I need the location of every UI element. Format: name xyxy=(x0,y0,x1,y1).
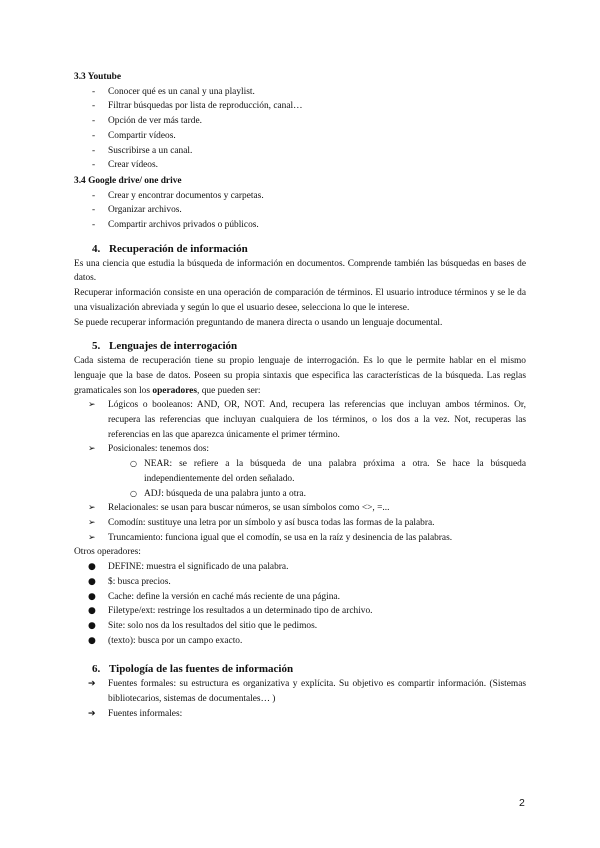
drive-list xyxy=(74,189,526,233)
document-page xyxy=(74,69,526,721)
section-title: Tipología de las fuentes de información xyxy=(109,663,294,676)
list-item: ● $: busca precios. xyxy=(74,575,526,590)
list-item: ● Site: solo nos da los resultados del sitio que le pedimos. xyxy=(74,619,526,634)
positional-list xyxy=(74,457,526,501)
bullet-icon: ● xyxy=(88,635,96,646)
list-item: ➢ Relacionales: se usan para buscar números, se usan símbolos como <>, =... xyxy=(74,501,526,516)
bold-term: operadores xyxy=(152,385,197,396)
list-item: ➢ Lógicos o booleanos: AND, OR, NOT. And, recupera las referencias que incluyan ambos términos. Or, recupera las referencias que incluyan cualquiera de los términos, o los dos a la vez. Not, recuperas las referencias en las que aparezca únicamente el primer término. xyxy=(88,400,526,440)
section-4-heading xyxy=(74,242,526,257)
other-operators-list xyxy=(74,560,526,648)
section-6-heading xyxy=(74,662,526,677)
list-item: ➢ Truncamiento: funciona igual que el comodín, se usa en la raíz y desinencia de las palabras. xyxy=(74,531,526,546)
arrow-bullet-icon: ➔ xyxy=(88,708,96,719)
list-item: - Compartir vídeos. xyxy=(74,129,526,144)
section-number: 6. xyxy=(92,663,101,676)
page-number: 2 xyxy=(519,797,525,809)
circle-bullet-icon: ○ xyxy=(130,459,137,469)
paragraph: Se puede recuperar información preguntando de manera directa o usando un lenguaje documental. xyxy=(74,317,443,328)
arrow-bullet-icon: ➢ xyxy=(88,400,96,411)
section-title: Lenguajes de interrogación xyxy=(109,340,238,353)
arrow-bullet-icon: ➔ xyxy=(88,679,96,690)
list-item: ○ NEAR: se refiere a la búsqueda de una palabra próxima a otra. Se hace la búsqueda independientemente del orden señalado. xyxy=(130,459,526,484)
bullet-icon: ● xyxy=(88,591,96,602)
youtube-list xyxy=(74,85,526,173)
list-item: ➢ Posicionales: tenemos dos: xyxy=(74,442,526,457)
drive-heading: 3.4 Google drive/ one drive xyxy=(74,175,182,186)
list-item: - Compartir archivos privados o públicos. xyxy=(74,218,526,233)
list-item: - Filtrar búsquedas por lista de reproducción, canal… xyxy=(74,99,526,114)
operator-list xyxy=(74,398,526,457)
sources-list xyxy=(74,677,526,721)
arrow-bullet-icon: ➢ xyxy=(88,532,96,543)
list-item: ➔ Fuentes formales: su estructura es organizativa y explícita. Su objetivo es compartir información. (Sistemas bibliotecarios, sistemas de documentales… ) xyxy=(88,679,526,705)
paragraph: Otros operadores: xyxy=(74,547,141,558)
paragraph: Recuperar información consiste en una operación de comparación de términos. El usuario introduce términos y se le da una visualización abreviada y según lo que el usuario desee, selecciona lo que le interese. xyxy=(74,288,526,313)
list-item: ○ ADJ: búsqueda de una palabra junto a otra. xyxy=(74,487,526,502)
list-item: - Crear y encontrar documentos y carpetas. xyxy=(74,189,526,204)
bullet-icon: ● xyxy=(88,606,96,617)
list-item: ● Cache: define la versión en caché más reciente de una página. xyxy=(74,590,526,605)
paragraph: Es una ciencia que estudia la búsqueda de información en documentos. Comprende también las búsquedas en bases de datos. xyxy=(74,258,526,284)
arrow-bullet-icon: ➢ xyxy=(88,517,96,528)
list-item: ● (texto): busca por un campo exacto. xyxy=(74,634,526,649)
list-item: ● Filetype/ext: restringe los resultados a un determinado tipo de archivo. xyxy=(74,604,526,619)
list-item: - Suscribirse a un canal. xyxy=(74,144,526,159)
paragraph: Cada sistema de recuperación tiene su propio lenguaje de interrogación. Es lo que le permite hablar en el mismo lenguaje que la base de datos. Poseen su propia sintaxis que especifica las características de la búsqueda. Las reglas gramaticales son los operadores, que pueden ser: xyxy=(74,356,526,396)
list-item: - Opción de ver más tarde. xyxy=(74,114,526,129)
bullet-icon: ● xyxy=(88,620,96,631)
section-number: 4. xyxy=(92,242,101,255)
section-number: 5. xyxy=(92,340,101,353)
arrow-bullet-icon: ➢ xyxy=(88,503,96,514)
section-5-heading xyxy=(74,339,526,354)
list-item: ● DEFINE: muestra el significado de una palabra. xyxy=(74,560,526,575)
youtube-heading: 3.3 Youtube xyxy=(74,72,122,82)
list-item: - Conocer qué es un canal y una playlist. xyxy=(74,85,526,100)
list-item: ➢ Comodín: sustituye una letra por un símbolo y así busca todas las formas de la palabra. xyxy=(74,516,526,531)
section-title: Recuperación de información xyxy=(109,242,248,255)
bullet-icon: ● xyxy=(88,562,96,573)
list-item: - Crear vídeos. xyxy=(74,158,526,173)
list-item: - Organizar archivos. xyxy=(74,203,526,218)
operator-list-continued xyxy=(74,501,526,545)
circle-bullet-icon: ○ xyxy=(130,488,137,498)
bullet-icon: ● xyxy=(88,576,96,587)
arrow-bullet-icon: ➢ xyxy=(88,444,96,455)
list-item: ➔ Fuentes informales: xyxy=(74,707,526,722)
